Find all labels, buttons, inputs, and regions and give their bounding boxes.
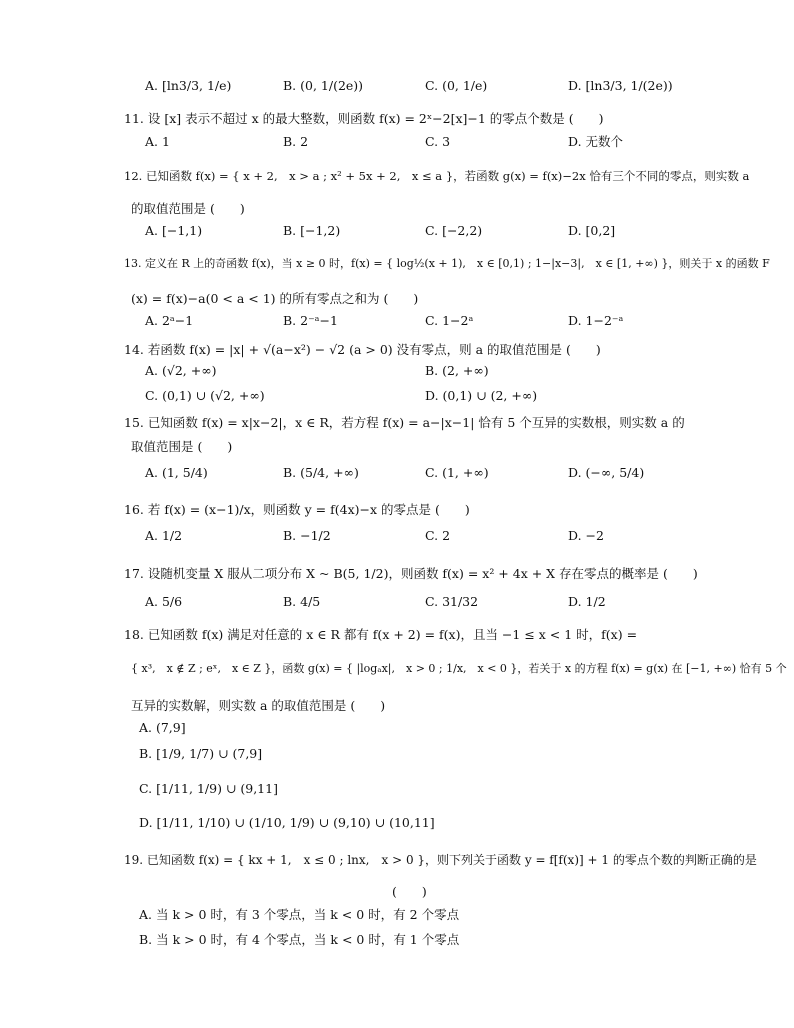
option-b: B. (5/4, +∞) (283, 465, 359, 480)
question-12-stem: 12. 已知函数 f(x) = { x + 2, x > a ; x² + 5x + 2, x ≤ a }，若函数 g(x) = f(x)−2x 恰有三个不同的零点，则实数 a (124, 169, 750, 183)
option-d: D. [ln3/3, 1/(2e)) (568, 78, 673, 93)
option-c: C. (0,1) ∪ (√2, +∞) (145, 388, 265, 403)
option-c: C. [1/11, 1/9) ∪ (9,11] (139, 781, 278, 796)
option-a: A. 1/2 (145, 528, 183, 543)
option-c: C. (0, 1/e) (425, 78, 488, 93)
question-18-stem-cont2: 互异的实数解，则实数 a 的取值范围是 ( ) (131, 698, 386, 713)
option-d: D. (−∞, 5/4) (568, 465, 645, 480)
option-b: B. 2 (283, 134, 309, 149)
option-b: B. (2, +∞) (425, 363, 489, 378)
option-a: A. (1, 5/4) (145, 465, 208, 480)
option-c: C. 2 (425, 528, 451, 543)
question-14-stem: 14. 若函数 f(x) = |x| + √(a−x²) − √2 (a > 0) 没有零点，则 a 的取值范围是 ( ) (124, 342, 601, 357)
option-a: A. (7,9] (139, 720, 186, 735)
option-d: D. [1/11, 1/10) ∪ (1/10, 1/9) ∪ (9,10) ∪ (10,11] (139, 815, 435, 830)
option-c: C. [−2,2) (425, 223, 483, 238)
question-18-stem-cont: { x³, x ∉ Z ; eˣ, x ∈ Z }，函数 g(x) = { |logₐx|, x > 0 ; 1/x, x < 0 }，若关于 x 的方程 f(x) = g(x) 在 [−1, +∞) 恰有 5 个 (131, 662, 787, 675)
option-d: D. −2 (568, 528, 604, 543)
option-b: B. 2⁻ᵃ−1 (283, 313, 338, 328)
option-a: A. 1 (145, 134, 170, 149)
option-d: D. 1/2 (568, 594, 606, 609)
option-a: A. [−1,1) (145, 223, 203, 238)
option-d: D. 无数个 (568, 134, 624, 149)
option-b: B. 当 k > 0 时，有 4 个零点，当 k < 0 时，有 1 个零点 (139, 932, 460, 947)
question-13-stem-cont: (x) = f(x)−a(0 < a < 1) 的所有零点之和为 ( ) (131, 291, 419, 306)
option-b: B. (0, 1/(2e)) (283, 78, 364, 93)
question-12-stem-cont: 的取值范围是 ( ) (131, 201, 245, 216)
option-a: A. 5/6 (145, 594, 183, 609)
option-c: C. 31/32 (425, 594, 479, 609)
option-a: A. 2ᵃ−1 (145, 313, 194, 328)
question-16-stem: 16. 若 f(x) = (x−1)/x，则函数 y = f(4x)−x 的零点是 ( ) (124, 502, 470, 517)
question-17-stem: 17. 设随机变量 X 服从二项分布 X ~ B(5, 1/2)，则函数 f(x) = x² + 4x + X 存在零点的概率是 ( ) (124, 566, 698, 581)
option-a: A. 当 k > 0 时，有 3 个零点，当 k < 0 时，有 2 个零点 (139, 907, 460, 922)
question-11-stem: 11. 设 [x] 表示不超过 x 的最大整数，则函数 f(x) = 2ˣ−2[x]−1 的零点个数是 ( ) (124, 111, 604, 126)
option-c: C. 1−2ᵃ (425, 313, 474, 328)
option-a: A. [ln3/3, 1/e) (145, 78, 232, 93)
question-18-stem: 18. 已知函数 f(x) 满足对任意的 x ∈ R 都有 f(x + 2) = f(x)，且当 −1 ≤ x < 1 时，f(x) = (124, 627, 638, 642)
question-19-stem-cont: ( ) (392, 884, 427, 899)
option-d: D. 1−2⁻ᵃ (568, 313, 624, 328)
option-c: C. 3 (425, 134, 451, 149)
option-b: B. [1/9, 1/7) ∪ (7,9] (139, 746, 263, 761)
option-b: B. 4/5 (283, 594, 321, 609)
option-b: B. [−1,2) (283, 223, 341, 238)
option-d: D. (0,1) ∪ (2, +∞) (425, 388, 538, 403)
option-d: D. [0,2] (568, 223, 616, 238)
question-15-stem: 15. 已知函数 f(x) = x|x−2|，x ∈ R，若方程 f(x) = a−|x−1| 恰有 5 个互异的实数根，则实数 a 的 (124, 415, 685, 430)
question-19-stem: 19. 已知函数 f(x) = { kx + 1, x ≤ 0 ; lnx, x > 0 }，则下列关于函数 y = f[f(x)] + 1 的零点个数的判断正确的是 (124, 853, 757, 867)
question-15-stem-cont: 取值范围是 ( ) (131, 439, 233, 454)
option-b: B. −1/2 (283, 528, 331, 543)
option-c: C. (1, +∞) (425, 465, 489, 480)
option-a: A. (√2, +∞) (145, 363, 217, 378)
question-13-stem: 13. 定义在 R 上的奇函数 f(x)，当 x ≥ 0 时，f(x) = { log½(x + 1), x ∈ [0,1) ; 1−|x−3|, x ∈ [1, +∞) }，则关于 x 的函数 F (124, 257, 770, 270)
